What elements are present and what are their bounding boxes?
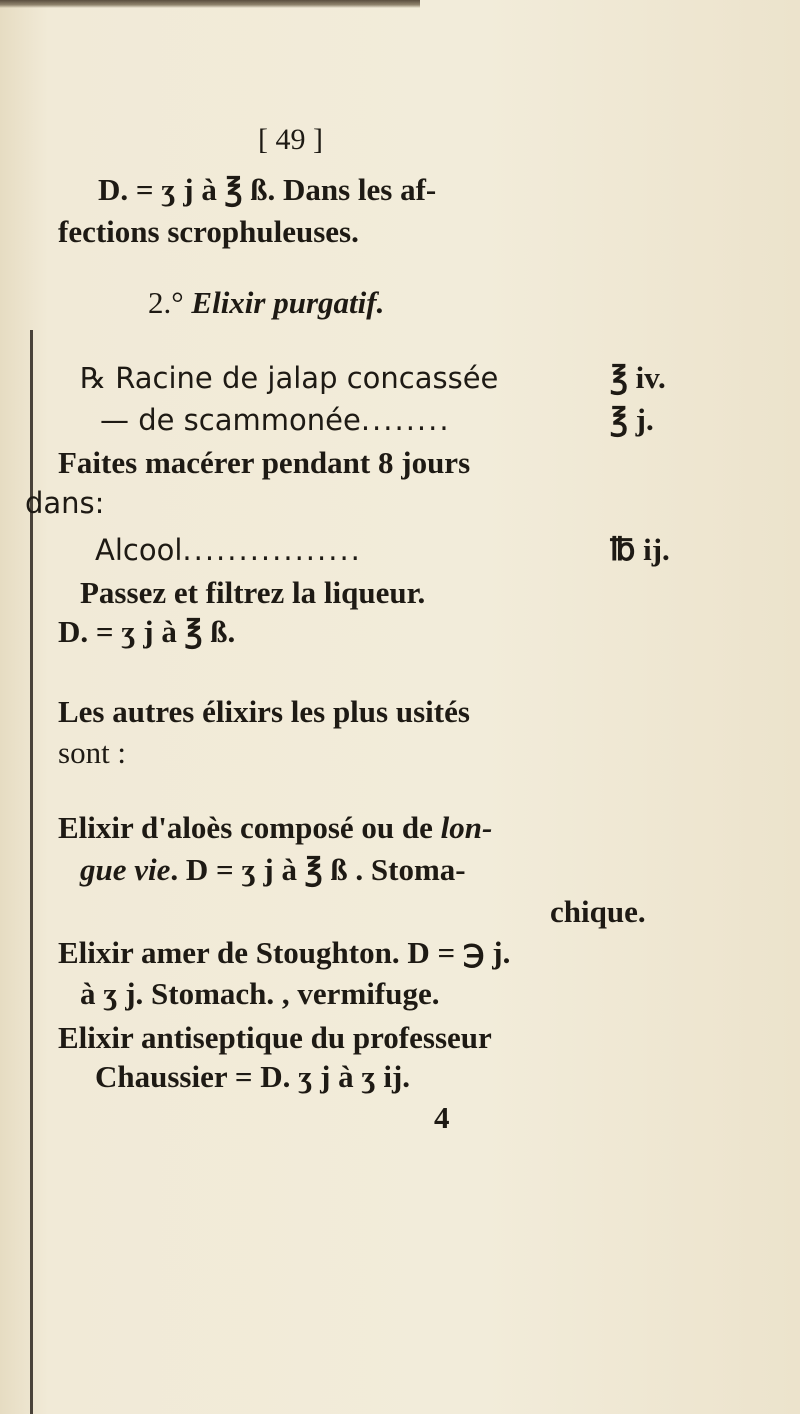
signature-mark: 4 (434, 1100, 450, 1135)
section-number: 2.° (148, 285, 184, 320)
intro-line-2: fections scrophuleuses. (58, 214, 359, 249)
elixir-stoughton-line-2: à ʒ j. Stomach. , vermifuge. (80, 976, 440, 1011)
ingredient-alcool-qty: ℔ ij. (610, 532, 670, 567)
elixir-aloes-line-2: gue vie. D = ʒ j à ℥ ß . Stoma- (80, 852, 466, 887)
ingredient-alcool: Alcool................ (95, 533, 362, 567)
elixir-aloes-line-3: chique. (550, 894, 646, 929)
elixir-antiseptique-line-2: Chaussier = D. ʒ j à ʒ ij. (95, 1059, 411, 1094)
recipe-dose: D. = ʒ j à ℥ ß. (58, 614, 236, 649)
ingredient-jalap-qty: ℥ iv. (610, 360, 666, 395)
instruction-line-2: dans: (25, 486, 105, 520)
elixir-aloes-line-1: Elixir d'aloès composé ou de lon- (58, 810, 493, 845)
instruction-line-1: Faites macérer pendant 8 jours (58, 445, 471, 480)
ingredient-scammonee: — de scammonée........ (100, 403, 451, 437)
others-intro-2: sont : (58, 735, 127, 770)
elixir-stoughton-line-1: Elixir amer de Stoughton. D = ℈ j. (58, 935, 511, 970)
elixir-antiseptique-line-1: Elixir antiseptique du professeur (58, 1020, 492, 1055)
ingredient-jalap: ℞ Racine de jalap concassée (80, 361, 499, 395)
page-top-shadow (0, 0, 420, 8)
intro-line-1: D. = ʒ j à ℥ ß. Dans les af- (98, 172, 437, 207)
section-title: Elixir purgatif. (191, 285, 385, 320)
ingredient-scammonee-qty: ℥ j. (610, 402, 654, 437)
section-heading (148, 283, 384, 323)
others-intro-1: Les autres élixirs les plus usités (58, 694, 470, 729)
filter-instruction: Passez et filtrez la liqueur. (80, 575, 426, 610)
page-number: [ 49 ] (258, 123, 323, 156)
